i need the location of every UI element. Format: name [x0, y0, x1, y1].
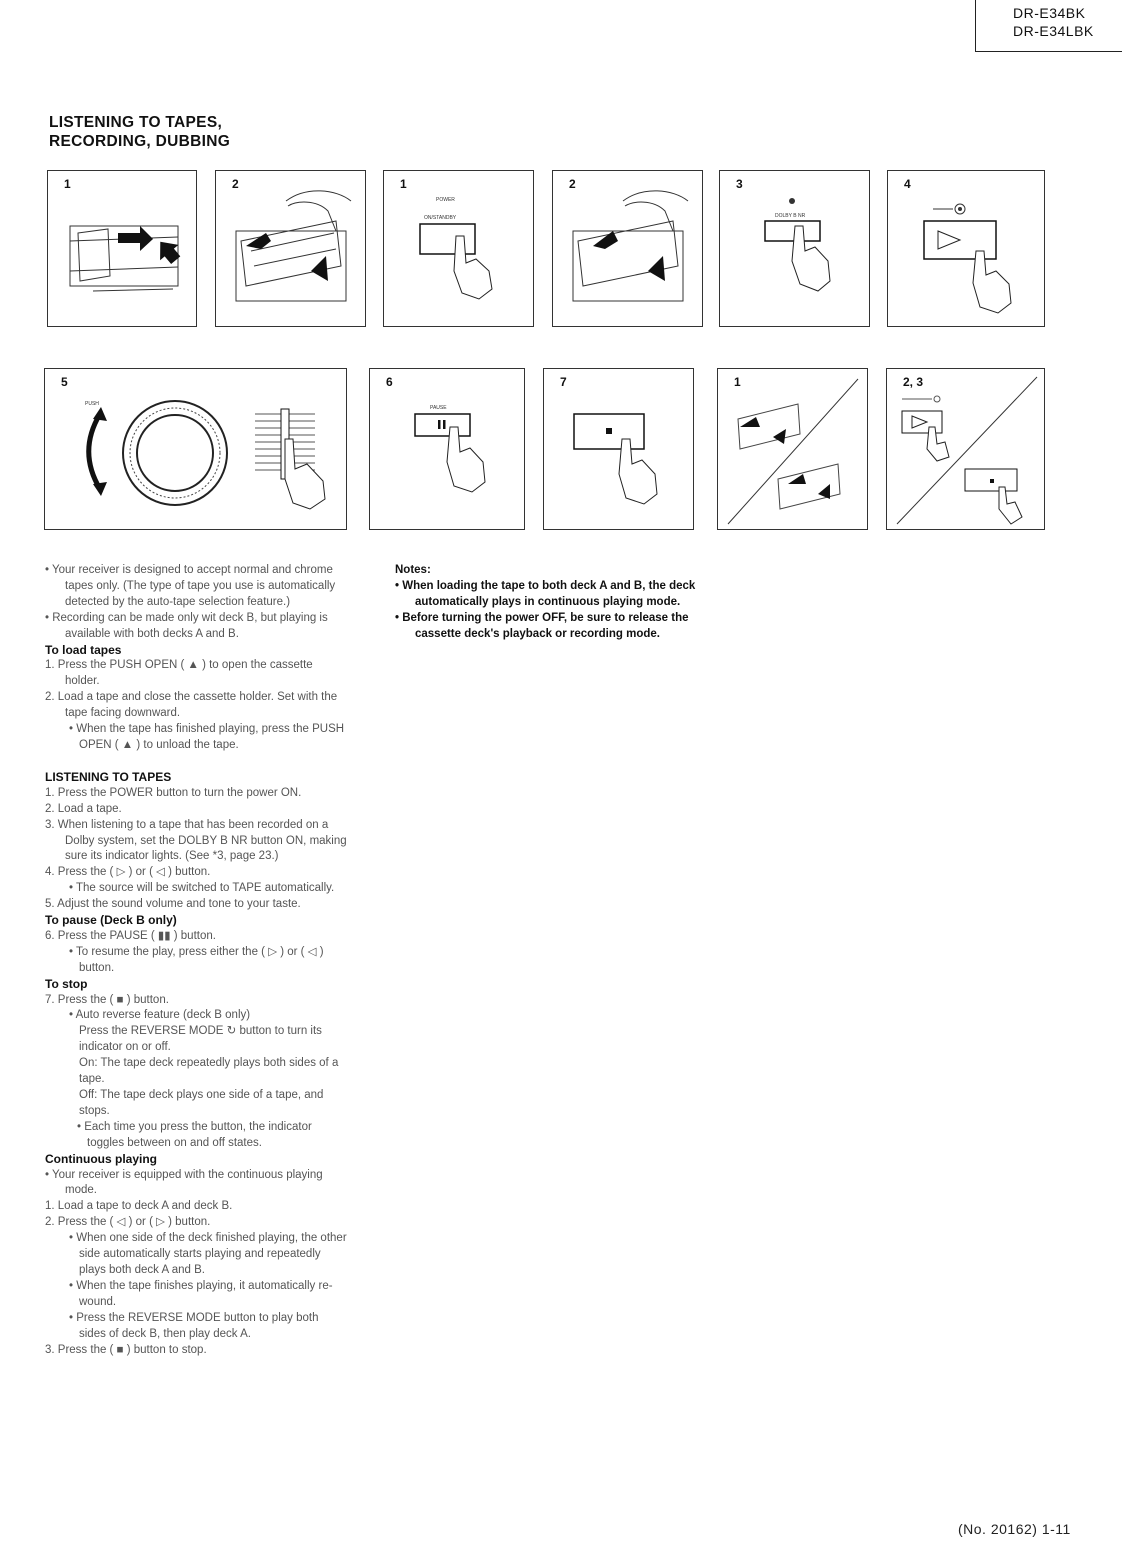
figure-step-number: 1: [734, 375, 741, 389]
sub-item: • When the tape has finished playing, press the PUSH OPEN ( ▲ ) to unload the tape.: [69, 723, 345, 751]
subsection-heading: To stop: [45, 976, 88, 991]
figure-continuous-play: [886, 368, 1045, 530]
step-item: 6. Press the PAUSE ( ▮▮ ) button.: [45, 929, 216, 942]
sub-item: • The source will be switched to TAPE automatically.: [69, 882, 335, 895]
subsection-heading: To load tapes: [45, 642, 122, 657]
figure-pause-button: [369, 368, 525, 530]
figure-step-number: 2: [569, 177, 576, 191]
sub-text: Off: The tape deck plays one side of a tape, and stops.: [79, 1089, 324, 1117]
instructions-column: [45, 563, 347, 1358]
power-button-illustration: [384, 171, 535, 328]
load-tape-illustration: [216, 171, 367, 328]
bullet-item: • Recording can be made only wit deck B, but playing is available with both decks A and B.: [45, 611, 328, 640]
step-item: 1. Press the PUSH OPEN ( ▲ ) to open the cassette holder.: [45, 659, 313, 688]
figure-open-holder: [47, 170, 197, 327]
step-item: 5. Adjust the sound volume and tone to your taste.: [45, 898, 301, 911]
subsection-heading: Continuous playing: [45, 1151, 157, 1166]
pause-button-illustration: [370, 369, 526, 531]
sub-sub-item: • Each time you press the button, the indicator toggles between on and off states.: [77, 1120, 312, 1149]
note-item: • When loading the tape to both deck A and B, the deck automatically plays in continuous playing mode.: [395, 579, 696, 608]
figure-load-tape-2: [552, 170, 703, 327]
step-item: 1. Load a tape to deck A and deck B.: [45, 1200, 233, 1213]
cassette-holder-illustration: [48, 171, 198, 328]
dolby-label: DOLBY B NR: [775, 213, 806, 219]
dolby-button-illustration: [720, 171, 871, 328]
sub-item: • When the tape finishes playing, it automatically re-wound.: [69, 1279, 333, 1308]
section-title-line1: LISTENING TO TAPES,: [49, 114, 223, 131]
figure-step-number: 1: [64, 177, 71, 191]
notes-title: Notes:: [395, 564, 431, 576]
figure-dolby-button: [719, 170, 870, 327]
figure-step-number: 2: [232, 177, 239, 191]
step-item: 2. Load a tape and close the cassette holder. Set with the tape facing downward.: [45, 691, 338, 720]
figure-step-number: 1: [400, 177, 407, 191]
sub-text: On: The tape deck repeatedly plays both sides of a tape.: [79, 1057, 339, 1086]
figure-power-button: [383, 170, 534, 327]
subsection-heading: LISTENING TO TAPES: [45, 769, 172, 784]
stop-button-illustration: [544, 369, 695, 531]
power-label: POWER: [436, 197, 455, 203]
figure-play-button: [887, 170, 1045, 327]
section-title-line2: RECORDING, DUBBING: [49, 133, 231, 150]
standby-label: ON/STANDBY: [424, 215, 457, 221]
continuous-load-illustration: [718, 369, 869, 531]
play-button-illustration: [888, 171, 1046, 328]
figure-step-number: 3: [736, 177, 743, 191]
sub-item: • To resume the play, press either the ( ▷ ) or ( ◁ ) button.: [69, 945, 324, 974]
figure-step-number: 6: [386, 375, 393, 389]
figure-load-tape: [215, 170, 366, 327]
sub-item: • Press the REVERSE MODE button to play both sides of deck B, then play deck A.: [69, 1311, 319, 1340]
step-item: 2. Press the ( ◁ ) or ( ▷ ) button.: [45, 1216, 211, 1229]
note-item: • Before turning the power OFF, be sure to release the cassette deck's playback or recording mode.: [395, 611, 689, 640]
step-item: 3. When listening to a tape that has been recorded on a Dolby system, set the DOLBY B NR button ON, making sure its indicator lights. (See *3, page 23.): [45, 818, 347, 863]
page-number: (No. 20162) 1-11: [958, 1521, 1071, 1537]
step-item: 4. Press the ( ▷ ) or ( ◁ ) button.: [45, 866, 211, 879]
notes-block: [395, 563, 705, 643]
figure-volume-knob: [44, 368, 347, 530]
sub-item: • Auto reverse feature (deck B only): [69, 1009, 251, 1022]
model-number-box: [975, 0, 1122, 52]
spacer: [45, 754, 347, 770]
sub-item: • When one side of the deck finished playing, the other side automatically starts playing and repeatedly plays both deck A and B.: [69, 1232, 347, 1276]
model-number-2: DR-E34LBK: [1013, 23, 1094, 39]
bullet-item: • Your receiver is equipped with the continuous playing mode.: [45, 1168, 323, 1197]
figure-step-number: 5: [61, 375, 68, 389]
step-item: 3. Press the ( ■ ) button to stop.: [45, 1343, 207, 1356]
figure-continuous-load: [717, 368, 868, 530]
subsection-heading: To pause (Deck B only): [45, 913, 177, 928]
step-item: 1. Press the POWER button to turn the power ON.: [45, 786, 302, 799]
figure-step-number: 4: [904, 177, 911, 191]
pause-label: PAUSE: [430, 405, 447, 411]
figure-stop-button: [543, 368, 694, 530]
push-label: PUSH: [85, 401, 99, 407]
step-item: 7. Press the ( ■ ) button.: [45, 993, 169, 1006]
step-item: 2. Load a tape.: [45, 802, 122, 815]
figure-step-number: 2, 3: [903, 375, 924, 389]
sub-text: Press the REVERSE MODE ↻ button to turn its indicator on or off.: [79, 1025, 322, 1054]
bullet-item: • Your receiver is designed to accept normal and chrome tapes only. (The type of tape you use is automatically detected by the auto-tape selection feature.): [45, 564, 336, 608]
figure-step-number: 7: [560, 375, 567, 389]
section-title: [49, 113, 230, 151]
model-number-1: DR-E34BK: [1013, 5, 1086, 21]
load-tape-illustration-2: [553, 171, 704, 328]
volume-knob-illustration: [45, 369, 348, 531]
continuous-play-illustration: [887, 369, 1046, 531]
